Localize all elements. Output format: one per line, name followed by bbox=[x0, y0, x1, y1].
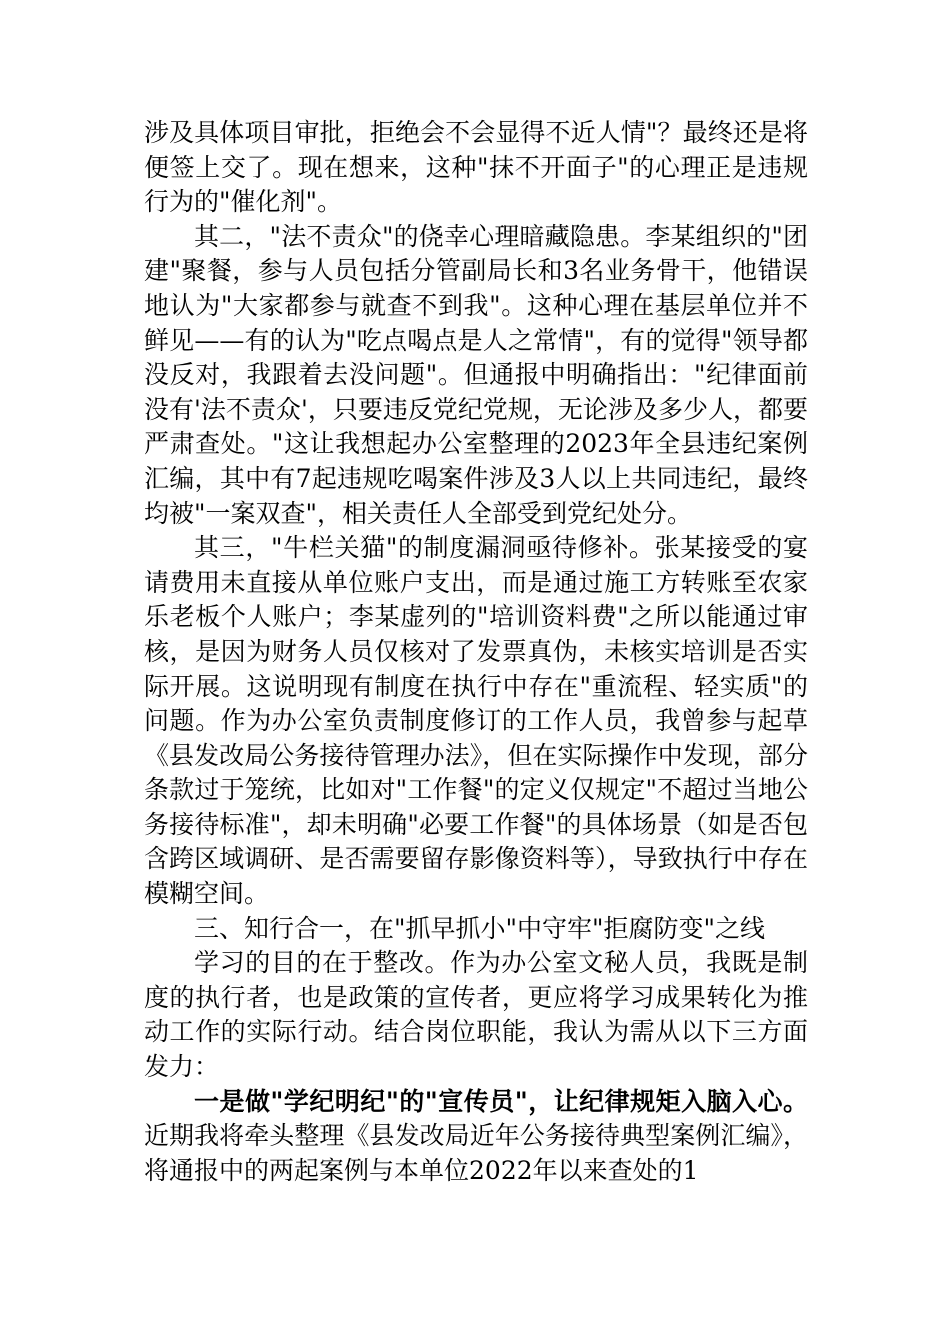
paragraph-measure-one bbox=[144, 1085, 808, 1189]
document-body bbox=[144, 116, 808, 1188]
paragraph-point-three: 其三，"牛栏关猫"的制度漏洞亟待修补。张某接受的宴请费用未直接从单位账户支出，而是通过施工方转账至农家乐老板个人账户；李某虚列的"培训资料费"之所以能通过审核，是因为财务人员仅核对了发票真伪，未核实培训是否实际开展。这说明现有制度在执行中存在"重流程、轻实质"的问题。作为办公室负责制度修订的工作人员，我曾参与起草《县发改局公务接待管理办法》，但在实际操作中发现，部分条款过于笼统，比如对"工作餐"的定义仅规定"不超过当地公务接待标准"，却未明确"必要工作餐"的具体场景（如是否包含跨区域调研、是否需要留存影像资料等），导致执行中存在模糊空间。 bbox=[144, 533, 808, 909]
measure-one-text: 近期我将牵头整理《县发改局近年公务接待典型案例汇编》，将通报中的两起案例与本单位2022年以来查处的1 bbox=[144, 1121, 808, 1185]
paragraph-continuation: 涉及具体项目审批，拒绝会不会显得不近人情"？最终还是将便签上交了。现在想来，这种"抹不开面子"的心理正是违规行为的"催化剂"。 bbox=[144, 118, 808, 217]
section-heading-three: 三、知行合一，在"抓早抓小"中守牢"拒腐防变"之线 bbox=[194, 913, 765, 943]
paragraph-point-two: 其二，"法不责众"的侥幸心理暗藏隐患。李某组织的"团建"聚餐，参与人员包括分管副局长和3名业务骨干，他错误地认为"大家都参与就查不到我"。这种心理在基层单位并不鲜见——有的认为"吃点喝点是人之常情"，有的觉得"领导都没反对，我跟着去没问题"。但通报中明确指出："纪律面前没有'法不责众'，只要违反党纪党规，无论涉及多少人，都要严肃查处。"这让我想起办公室整理的2023年全县违纪案例汇编，其中有7起违规吃喝案件涉及3人以上共同违纪，最终均被"一案双查"，相关责任人全部受到党纪处分。 bbox=[144, 221, 808, 528]
measure-one-heading: 一是做"学纪明纪"的"宣传员"，让纪律规矩入脑入心。 bbox=[194, 1086, 808, 1116]
paragraph-section-intro: 学习的目的在于整改。作为办公室文秘人员，我既是制度的执行者，也是政策的宣传者，更应将学习成果转化为推动工作的实际行动。结合岗位职能，我认为需从以下三方面发力： bbox=[144, 948, 808, 1082]
